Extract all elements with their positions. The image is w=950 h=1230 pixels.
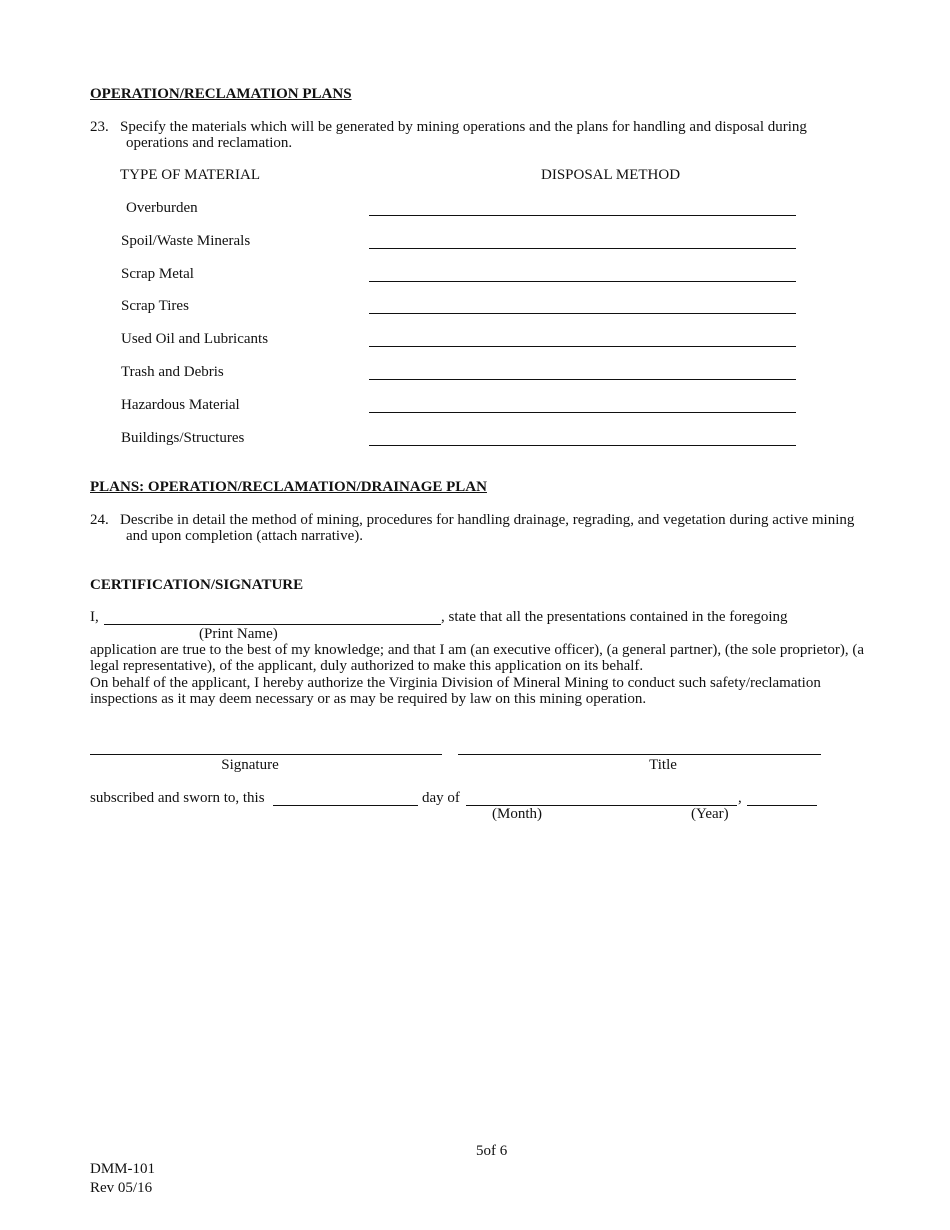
question-23-text-line2: operations and reclamation.	[126, 135, 293, 151]
material-label: Trash and Debris	[121, 364, 224, 380]
month-label: (Month)	[492, 806, 542, 822]
certification-para-line1: application are true to the best of my knowledge; and that I am (an executive officer), (a general partner), (the sole proprietor), (a	[90, 642, 864, 658]
material-label: Spoil/Waste Minerals	[121, 233, 251, 249]
certification-para-line4: inspections as it may deem necessary or as may be required by law on this mining operation.	[90, 691, 647, 707]
form-revision: Rev 05/16	[90, 1180, 153, 1196]
print-name-line[interactable]	[104, 624, 441, 625]
page-number: 5of 6	[476, 1143, 508, 1159]
certification-heading: CERTIFICATION/SIGNATURE	[90, 577, 304, 593]
disposal-method-line[interactable]	[369, 445, 796, 446]
material-label: Overburden	[126, 200, 198, 216]
disposal-method-line[interactable]	[369, 281, 796, 282]
question-23-text-line1: Specify the materials which will be generated by mining operations and the plans for handling and disposal during	[120, 119, 807, 135]
column-header-disposal-method: DISPOSAL METHOD	[541, 167, 681, 183]
certification-statement: , state that all the presentations contained in the foregoing	[441, 609, 788, 625]
material-label: Hazardous Material	[121, 397, 240, 413]
disposal-method-line[interactable]	[369, 248, 796, 249]
disposal-method-line[interactable]	[369, 215, 796, 216]
sworn-year-line[interactable]	[747, 805, 817, 806]
print-name-label: (Print Name)	[199, 626, 278, 642]
year-label: (Year)	[691, 806, 729, 822]
sworn-comma: ,	[738, 790, 742, 806]
material-label: Scrap Tires	[121, 298, 189, 314]
certification-para-line3: On behalf of the applicant, I hereby authorize the Virginia Division of Mineral Mining to conduct such safety/reclamation	[90, 675, 821, 691]
certification-para-line2: legal representative), of the applicant, duly authorized to make this application on its behalf.	[90, 658, 644, 674]
disposal-method-line[interactable]	[369, 313, 796, 314]
disposal-method-line[interactable]	[369, 379, 796, 380]
disposal-method-line[interactable]	[369, 346, 796, 347]
material-label: Scrap Metal	[121, 266, 194, 282]
disposal-method-line[interactable]	[369, 412, 796, 413]
question-24-number: 24.	[90, 512, 109, 528]
form-id: DMM-101	[90, 1161, 156, 1177]
sworn-day-line[interactable]	[273, 805, 418, 806]
sworn-day-of: day of	[422, 790, 460, 806]
section-heading-drainage-plan: PLANS: OPERATION/RECLAMATION/DRAINAGE PLAN	[90, 479, 487, 495]
question-23-number: 23.	[90, 119, 109, 135]
question-24-text-line2: and upon completion (attach narrative).	[126, 528, 363, 544]
material-label: Used Oil and Lubricants	[121, 331, 269, 347]
section-heading-operation-reclamation: OPERATION/RECLAMATION PLANS	[90, 86, 352, 102]
title-line[interactable]	[458, 754, 821, 755]
signature-label: Signature	[221, 757, 279, 773]
material-label: Buildings/Structures	[121, 430, 245, 446]
question-24-text-line1: Describe in detail the method of mining, procedures for handling drainage, regrading, and vegetation during active mining	[120, 512, 855, 528]
sworn-prefix: subscribed and sworn to, this	[90, 790, 265, 806]
certification-prefix: I,	[90, 609, 99, 625]
title-label: Title	[649, 757, 677, 773]
signature-line[interactable]	[90, 754, 442, 755]
column-header-type-of-material: TYPE OF MATERIAL	[120, 167, 261, 183]
